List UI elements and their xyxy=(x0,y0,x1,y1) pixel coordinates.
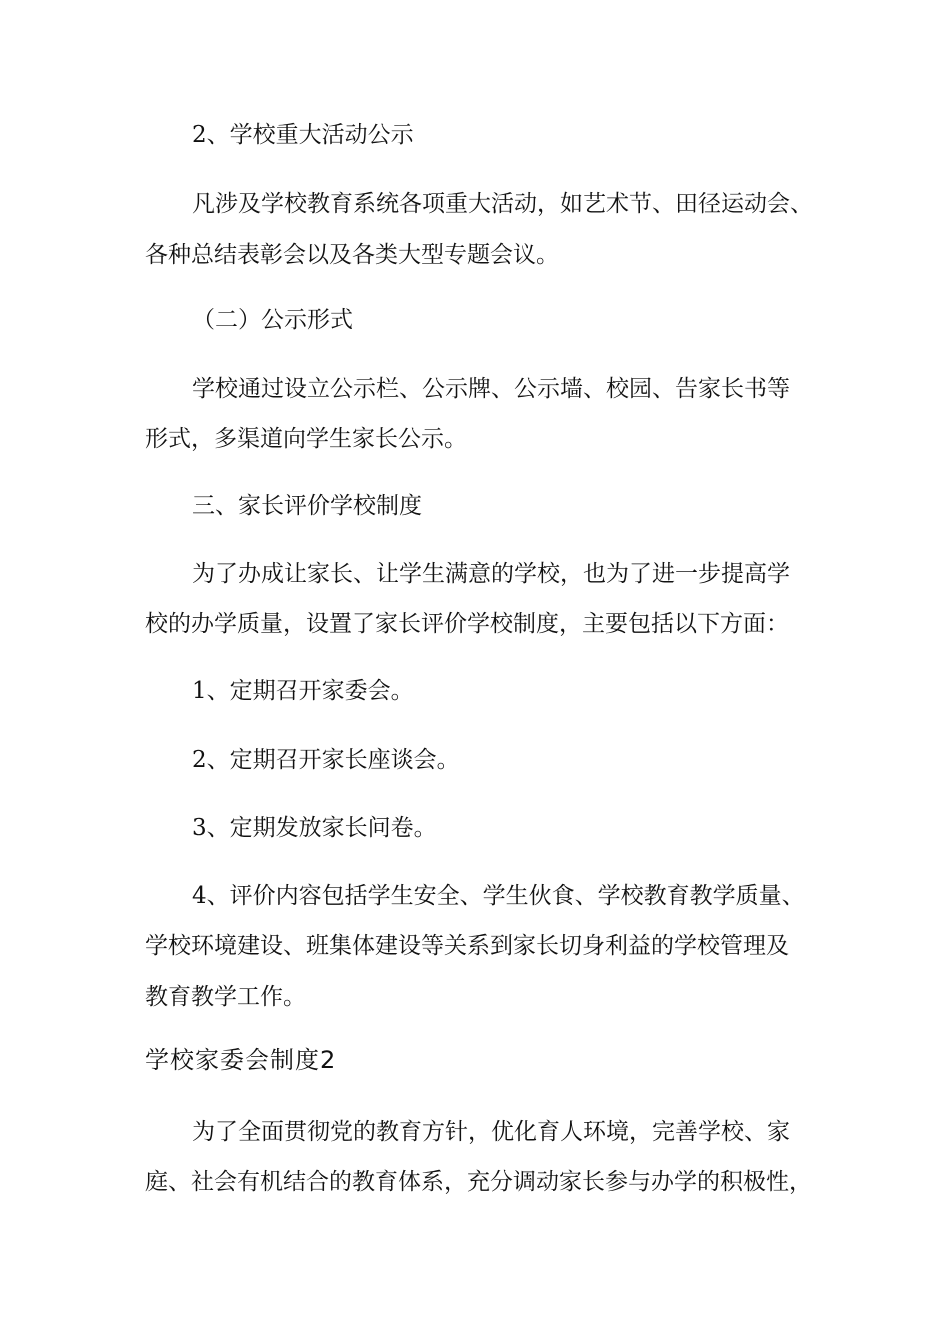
list-item: 2、定期召开家长座谈会。 xyxy=(192,747,460,773)
paragraph-line: 凡涉及学校教育系统各项重大活动，如艺术节、田径运动会、 xyxy=(192,191,813,217)
list-item: 4、评价内容包括学生安全、学生伙食、学校教育教学质量、 xyxy=(192,883,805,909)
paragraph-line: 为了全面贯彻党的教育方针，优化育人环境，完善学校、家 xyxy=(192,1119,790,1145)
paragraph-line: 形式，多渠道向学生家长公示。 xyxy=(145,426,467,452)
item-heading: 2、学校重大活动公示 xyxy=(192,122,414,148)
paragraph-line: 各种总结表彰会以及各类大型专题会议。 xyxy=(145,242,559,268)
paragraph-line: 庭、社会有机结合的教育体系，充分调动家长参与办学的积极性， xyxy=(145,1169,812,1195)
section-heading: （二）公示形式 xyxy=(192,307,353,333)
paragraph-line: 教育教学工作。 xyxy=(145,984,306,1010)
list-item: 3、定期发放家长问卷。 xyxy=(192,815,437,841)
document-title: 学校家委会制度2 xyxy=(145,1046,337,1074)
paragraph-line: 学校环境建设、班集体建设等关系到家长切身利益的学校管理及 xyxy=(145,933,789,959)
list-item: 1、定期召开家委会。 xyxy=(192,678,414,704)
paragraph-line: 校的办学质量，设置了家长评价学校制度，主要包括以下方面： xyxy=(145,611,789,637)
paragraph-line: 学校通过设立公示栏、公示牌、公示墙、校园、告家长书等 xyxy=(192,376,790,402)
paragraph-line: 为了办成让家长、让学生满意的学校，也为了进一步提高学 xyxy=(192,561,790,587)
section-heading: 三、家长评价学校制度 xyxy=(192,493,422,519)
